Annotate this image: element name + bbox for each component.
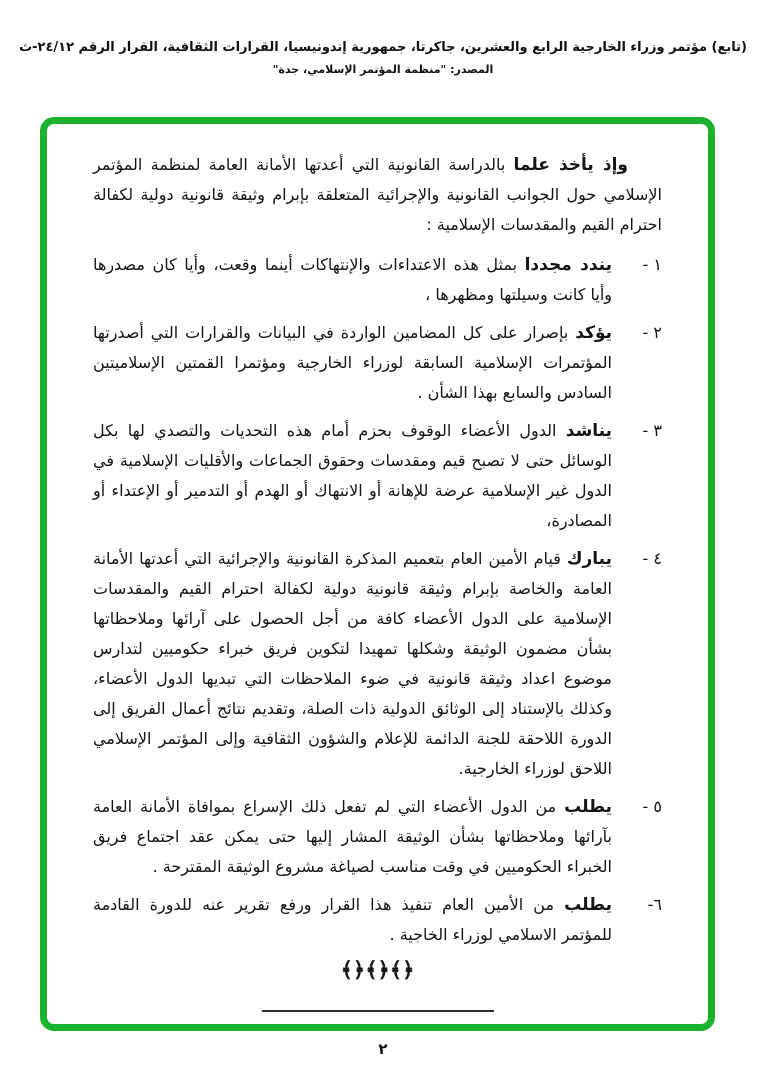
preamble-bold-phrase: وإذ يأخذ علما (513, 155, 628, 175)
item-number: ٥ - (642, 797, 662, 816)
item-text (93, 250, 612, 310)
item-body-text: الدول الأعضاء الوقوف بحزم أمام هذه التحديات والتصدي لها بكل الوسائل حتى لا تصبح قيم ومقدسات وحقوق الجماعات والأقليات الإسلامية في الدول غير الإسلامية عرضة للإهانة أو الانتهاك أو الهدم أو التدمير أو الإعتداء أو المصادرة، (93, 421, 612, 530)
item-body-text: من الدول الأعضاء التي لم تفعل ذلك الإسراع بموافاة الأمانة العامة بآرائها وملاحظاتها بشأن الوثيقة المشار إليها حتى يمكن عقد اجتماع فريق الخبراء الحكوميين في وقت مناسب لصياغة مشروع الوثيقة المقترحة . (93, 797, 612, 876)
item-number: ٣ - (642, 421, 662, 440)
item-text (93, 792, 612, 882)
resolution-items-list (93, 250, 662, 950)
item-number: ٢ - (642, 323, 662, 342)
item-number: ٦- (647, 895, 662, 914)
green-frame (40, 117, 715, 1031)
list-item (93, 792, 662, 882)
footnote-rule (262, 1010, 494, 1012)
item-body-text: بمثل هذه الاعتداءات والإنتهاكات أينما وقعت، وأيا كان مصدرها وأيا كانت وسيلتها ومظهرها ، (93, 255, 612, 304)
list-item (93, 250, 662, 310)
header-line-1: (تابع) مؤتمر وزراء الخارجية الرابع والعشرين، جاكرتا، جمهورية إندونيسيا، القرارات الثقافية، القرار الرقم ٢٤/١٢-ث (19, 40, 747, 55)
item-body-text: من الأمين العام تنفيذ هذا القرار ورفع تقرير عنه للدورة القادمة للمؤتمر الاسلامي لوزراء الخاجية . (93, 895, 612, 944)
item-number: ٤ - (642, 549, 662, 568)
item-bold-verb: يطلب (564, 797, 612, 817)
list-item (93, 318, 662, 408)
resolution-content (47, 124, 708, 1024)
document-header (0, 40, 766, 76)
item-number: ١ - (642, 255, 662, 274)
item-bold-verb: يطلب (564, 895, 612, 915)
item-text (93, 318, 612, 408)
item-bold-verb: يؤكد (575, 323, 612, 343)
item-body-text: قيام الأمين العام بتعميم المذكرة القانونية والإجرائية التي أعدتها الأمانة العامة والخاصة بإبرام وثيقة قانونية دولية لكفالة احترام القيم والمقدسات الإسلامية على الدول الأعضاء كافة من أجل الحصول على آرائها وملاحظاتها بشأن مضمون الوثيقة وشكلها تمهيدا لتكوين فريق خبراء حكوميين لتدارس موضوع اعداد وثيقة قانونية في ضوء الملاحظات التي تبديها الدول الأعضاء، وكذلك بالإستناد إلى الوثائق الدولية ذات الصلة، وتقديم نتائج أعمال الفريق إلى الدورة اللاحقة للجنة الدائمة للإعلام والشؤون الثقافية وإلى المؤتمر الإسلامي اللاحق لوزراء الخارجية. (93, 549, 612, 778)
list-item (93, 544, 662, 784)
item-bold-verb: يناشد (565, 421, 612, 441)
list-item (93, 890, 662, 950)
item-text (93, 416, 612, 536)
item-bold-verb: يبارك (566, 549, 612, 569)
list-item (93, 416, 662, 536)
item-body-text: بإصرار على كل المضامين الواردة في البيانات والقرارات التي أصدرتها المؤتمرات الإسلامية السابقة لوزراء الخارجية ومؤتمرا القمتين الإسلاميتين السادس والسابع بهذا الشأن . (93, 323, 612, 402)
page-number: ٢ (378, 1040, 388, 1058)
item-bold-verb: يندد مجددا (524, 255, 612, 275)
header-line-2: المصدر: "منظمة المؤتمر الإسلامي، جدة" (272, 63, 494, 76)
resolution-preamble (93, 150, 662, 240)
preamble-text: بالدراسة القانونية التي أعدتها الأمانة العامة لمنظمة المؤتمر الإسلامي حول الجوانب القانونية والإجرائية المتعلقة بإبرام وثيقة قانونية دولية لكفالة احترام القيم والمقدسات الإسلامية : (93, 155, 662, 234)
item-text (93, 890, 612, 950)
item-text (93, 544, 612, 784)
ornament-divider: ﴾﴿﴾﴿﴾﴿ (340, 958, 415, 982)
